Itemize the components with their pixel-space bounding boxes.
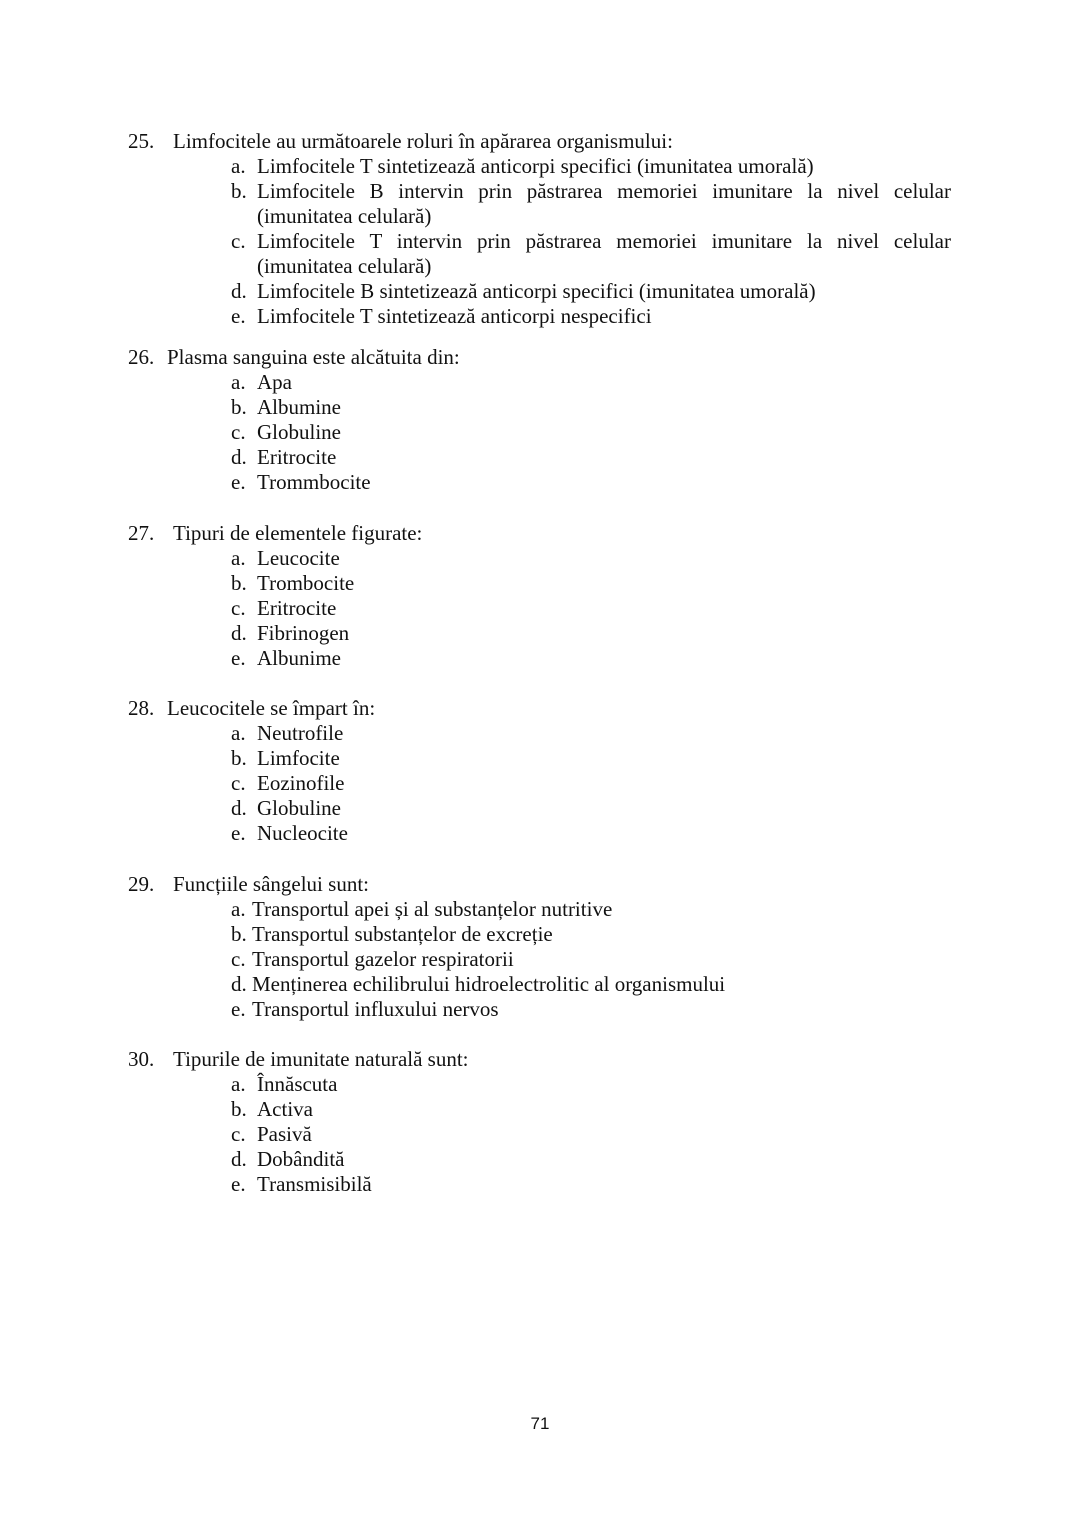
- option-text: Apa: [257, 370, 292, 394]
- answer-option: [0, 1122, 1080, 1147]
- option-text: Trommbocite: [257, 470, 371, 494]
- question-text: Tipuri de elementele figurate:: [173, 521, 423, 545]
- question-line: [0, 696, 1080, 721]
- option-text: Limfocitele T intervin prin păstrarea memoriei imunitare la nivel celular (imunitatea celulară): [257, 229, 951, 278]
- answer-option: [0, 395, 1080, 420]
- option-letter: b.: [231, 395, 247, 419]
- question-text: Plasma sanguina este alcătuita din:: [167, 345, 460, 369]
- option-letter: a.: [231, 370, 246, 394]
- question-number: 25.: [128, 129, 155, 153]
- answer-option: [0, 771, 1080, 796]
- option-letter: d.: [231, 279, 247, 303]
- answer-option: [0, 470, 1080, 495]
- answer-option: [0, 721, 1080, 746]
- option-text: Limfocitele B sintetizează anticorpi specifici (imunitatea umorală): [257, 279, 816, 303]
- option-text: Globuline: [257, 420, 341, 444]
- option-letter: b.: [231, 1097, 247, 1121]
- option-letter: d.: [231, 621, 247, 645]
- option-letter: a.: [231, 1072, 246, 1096]
- answer-option: [0, 947, 1080, 972]
- question-line: [0, 521, 1080, 546]
- option-text: Trombocite: [257, 571, 355, 595]
- question-number: 28.: [128, 696, 155, 720]
- option-letter: e.: [231, 646, 246, 670]
- option-letter: b.: [231, 922, 247, 946]
- option-letter: b.: [231, 746, 247, 770]
- option-letter: a.: [231, 154, 246, 178]
- answer-option: [0, 370, 1080, 395]
- option-letter: c.: [231, 420, 246, 444]
- answer-option: [0, 304, 1080, 329]
- answer-option: [0, 972, 1080, 997]
- question-text: Leucocitele se împart în:: [167, 696, 376, 720]
- answer-option: [0, 796, 1080, 821]
- question-number: 30.: [128, 1047, 155, 1071]
- option-text: Albunime: [257, 646, 341, 670]
- option-letter: e.: [231, 1172, 246, 1196]
- option-text: Neutrofile: [257, 721, 344, 745]
- option-letter: e.: [231, 470, 246, 494]
- option-text: Dobândită: [257, 1147, 345, 1171]
- option-letter: e.: [231, 821, 246, 845]
- question-27: [0, 521, 1080, 671]
- option-letter: b.: [231, 571, 247, 595]
- option-letter: d.: [231, 972, 247, 996]
- option-letter: a.: [231, 897, 246, 921]
- option-letter: c.: [231, 596, 246, 620]
- answer-option: [0, 1147, 1080, 1172]
- option-letter: a.: [231, 721, 246, 745]
- answer-option: [0, 229, 1080, 279]
- option-text: Transportul apei și al substanțelor nutritive: [252, 897, 613, 921]
- answer-option: [0, 154, 1080, 179]
- question-25: [0, 129, 1080, 329]
- option-letter: e.: [231, 304, 246, 328]
- option-text: Menținerea echilibrului hidroelectrolitic al organismului: [252, 972, 726, 996]
- option-text: Transportul gazelor respiratorii: [252, 947, 514, 971]
- option-text: Limfocitele T sintetizează anticorpi nespecifici: [257, 304, 652, 328]
- option-letter: b.: [231, 179, 247, 203]
- answer-option: [0, 571, 1080, 596]
- option-text: Pasivă: [257, 1122, 312, 1146]
- question-28: [0, 696, 1080, 846]
- answer-option: [0, 279, 1080, 304]
- option-text: Nucleocite: [257, 821, 348, 845]
- question-text: Tipurile de imunitate naturală sunt:: [173, 1047, 469, 1071]
- answer-option: [0, 179, 1080, 229]
- answer-option: [0, 445, 1080, 470]
- option-text: Leucocite: [257, 546, 340, 570]
- question-text: Limfocitele au următoarele roluri în apărarea organismului:: [173, 129, 673, 153]
- question-30: [0, 1047, 1080, 1197]
- question-line: [0, 1047, 1080, 1072]
- question-line: [0, 872, 1080, 897]
- option-text: Înnăscuta: [257, 1072, 338, 1096]
- question-text: Funcțiile sângelui sunt:: [173, 872, 369, 896]
- page-number: 71: [530, 1414, 550, 1433]
- option-text: Transmisibilă: [257, 1172, 372, 1196]
- answer-option: [0, 897, 1080, 922]
- option-text: Activa: [257, 1097, 313, 1121]
- option-text: Limfocite: [257, 746, 340, 770]
- answer-option: [0, 746, 1080, 771]
- option-letter: c.: [231, 771, 246, 795]
- option-text: Globuline: [257, 796, 341, 820]
- answer-option: [0, 922, 1080, 947]
- option-text: Eritrocite: [257, 445, 337, 469]
- option-text: Transportul substanțelor de excreție: [252, 922, 553, 946]
- option-text: Eozinofile: [257, 771, 345, 795]
- answer-option: [0, 1172, 1080, 1197]
- question-number: 29.: [128, 872, 155, 896]
- option-text: Limfocitele B intervin prin păstrarea memoriei imunitare la nivel celular (imunitatea celulară): [257, 179, 951, 228]
- answer-option: [0, 646, 1080, 671]
- question-number: 26.: [128, 345, 155, 369]
- question-29: [0, 872, 1080, 1022]
- question-line: [0, 129, 1080, 154]
- answer-option: [0, 1072, 1080, 1097]
- question-number: 27.: [128, 521, 155, 545]
- question-line: [0, 345, 1080, 370]
- option-text: Limfocitele T sintetizează anticorpi specifici (imunitatea umorală): [257, 154, 814, 178]
- answer-option: [0, 1097, 1080, 1122]
- option-letter: d.: [231, 1147, 247, 1171]
- answer-option: [0, 420, 1080, 445]
- option-letter: e.: [231, 997, 246, 1021]
- option-letter: c.: [231, 229, 246, 253]
- answer-option: [0, 997, 1080, 1022]
- question-26: [0, 345, 1080, 495]
- option-letter: c.: [231, 947, 246, 971]
- answer-option: [0, 821, 1080, 846]
- answer-option: [0, 596, 1080, 621]
- option-text: Eritrocite: [257, 596, 337, 620]
- option-letter: a.: [231, 546, 246, 570]
- option-letter: c.: [231, 1122, 246, 1146]
- option-text: Fibrinogen: [257, 621, 350, 645]
- option-letter: d.: [231, 796, 247, 820]
- option-text: Transportul influxului nervos: [252, 997, 499, 1021]
- answer-option: [0, 546, 1080, 571]
- option-letter: d.: [231, 445, 247, 469]
- answer-option: [0, 621, 1080, 646]
- option-text: Albumine: [257, 395, 341, 419]
